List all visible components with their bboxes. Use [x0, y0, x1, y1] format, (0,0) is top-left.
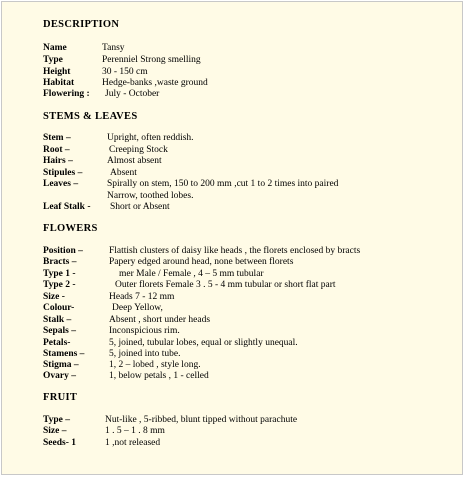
fruit-heading: FRUIT — [43, 392, 78, 403]
row-value: Upright, often reddish. — [107, 133, 194, 143]
row-value: 30 - 150 cm — [102, 67, 148, 77]
row-label: Ovary – — [43, 371, 76, 381]
stems-leaves-heading: STEMS & LEAVES — [43, 111, 138, 122]
row-value: Papery edged around head, none between florets — [109, 257, 294, 267]
row-label: Stigma – — [43, 360, 79, 370]
row-label: Stamens – — [43, 349, 85, 359]
row-label: Habitat — [43, 78, 75, 88]
row-label: Position – — [43, 246, 83, 256]
row-value: 1, below petals , 1 - celled — [109, 371, 209, 381]
row-value: Absent , short under heads — [109, 315, 211, 325]
row-label: Type – — [43, 415, 71, 425]
row-value: Spirally on stem, 150 to 200 mm ,cut 1 to 2 times into paired — [107, 179, 339, 189]
document-page — [1, 1, 463, 475]
row-value: Nut-like , 5-ribbed, blunt tipped without parachute — [105, 415, 298, 425]
row-value: Inconspicious rim. — [109, 326, 180, 336]
row-label: Hairs – — [43, 156, 73, 166]
row-value: 1 . 5 – 1 . 8 mm — [105, 426, 165, 436]
row-label: Petals- — [43, 338, 71, 348]
leaves-continuation: Narrow, toothed lobes. — [107, 191, 194, 201]
row-label: Bracts – — [43, 257, 77, 267]
flowers-heading: FLOWERS — [43, 223, 98, 234]
row-value: Hedge-banks ,waste ground — [102, 78, 208, 88]
row-label: Name — [43, 43, 67, 53]
row-label: Flowering : — [43, 89, 90, 99]
row-value: Creeping Stock — [109, 145, 168, 155]
row-label: Colour- — [43, 303, 75, 313]
row-value: 5, joined, tubular lobes, equal or slightly unequal. — [109, 338, 298, 348]
row-label: Size - — [43, 292, 65, 302]
row-value: Short or Absent — [110, 202, 170, 212]
row-value: Almost absent — [107, 156, 162, 166]
description-heading: DESCRIPTION — [43, 19, 120, 30]
row-label: Leaves – — [43, 179, 79, 189]
row-label: Type 1 - — [43, 269, 76, 279]
row-value: Absent — [110, 168, 137, 178]
row-label: Type — [43, 55, 63, 65]
row-value: Heads 7 - 12 mm — [109, 292, 175, 302]
row-label: Size – — [43, 426, 67, 436]
row-label: Sepals – — [43, 326, 76, 336]
row-value: 1, 2 – lobed , style long. — [109, 360, 201, 370]
row-label: Stipules – — [43, 168, 83, 178]
row-value: mer Male / Female , 4 – 5 mm tubular — [119, 269, 264, 279]
row-label: Root – — [43, 145, 70, 155]
row-value: 1 ,not released — [105, 438, 161, 448]
row-value: July - October — [105, 89, 160, 99]
row-value: Flattish clusters of daisy like heads , the florets enclosed by bracts — [109, 246, 361, 256]
row-value: Outer florets Female 3 . 5 - 4 mm tubular or short flat part — [115, 280, 336, 290]
row-label: Seeds- 1 — [43, 438, 76, 448]
row-label: Stem – — [43, 133, 71, 143]
row-value: Deep Yellow, — [112, 303, 163, 313]
row-value: Perenniel Strong smelling — [102, 55, 201, 65]
row-label: Leaf Stalk - — [43, 202, 91, 212]
row-value: 5, joined into tube. — [109, 349, 181, 359]
row-label: Height — [43, 67, 71, 77]
row-value: Tansy — [102, 43, 125, 53]
row-label: Stalk – — [43, 315, 72, 325]
row-label: Type 2 - — [43, 280, 76, 290]
